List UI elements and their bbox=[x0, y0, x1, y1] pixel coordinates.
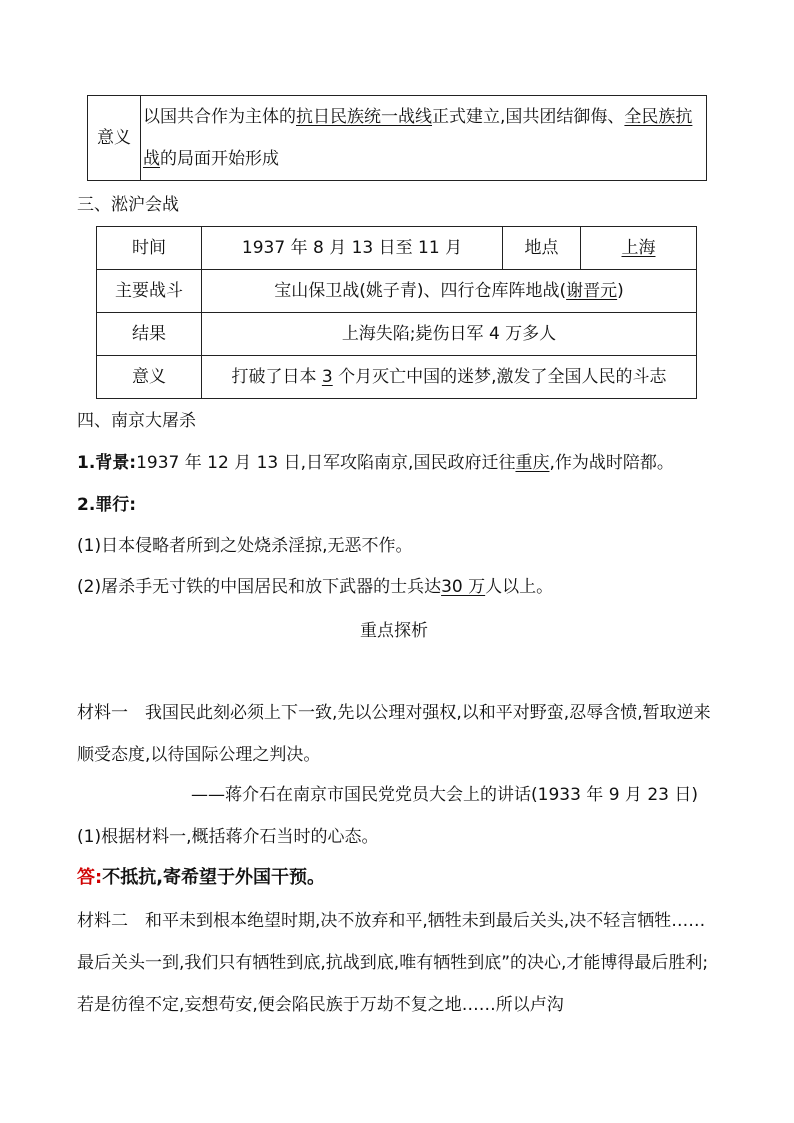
answer-label: 答: bbox=[77, 867, 103, 888]
material-1: 材料一 我国民此刻必须上下一致,先以公理对强权,以和平对野蛮,忍辱含愤,暂取逆来顺受态度,以待国际公理之判决。 bbox=[77, 703, 711, 765]
material-1-source: ——蒋介石在南京市国民党党员大会上的讲话(1933 年 9 月 23 日) bbox=[191, 785, 698, 805]
months-answer: 3 bbox=[321, 367, 333, 387]
crime-label: 2.罪行: bbox=[77, 495, 137, 515]
background-text-2: ,作为战时陪都。 bbox=[549, 453, 674, 473]
table-row bbox=[97, 356, 697, 399]
united-front-meaning-table bbox=[87, 95, 707, 181]
background-label: 1.背景: bbox=[77, 453, 137, 473]
songhu-battle-table bbox=[96, 226, 697, 399]
battle-answer: 谢晋元 bbox=[566, 281, 618, 301]
material-2: 材料二 和平未到根本绝望时期,决不放弃和平,牺牲未到最后关头,决不轻言牺牲……最后关头一到,我们只有牺牲到底,抗战到底,唯有牺牲到底”的决心,才能博得最后胜利;若是彷徨不定,妄想苟安,便会陷民族于万劫不复之地……所以卢沟 bbox=[77, 911, 709, 1015]
section-3-heading: 三、淞沪会战 bbox=[77, 195, 179, 215]
united-front-answer: 抗日民族统一战线 bbox=[296, 107, 432, 127]
time-value: 1937 年 8 月 13 日至 11 月 bbox=[202, 227, 503, 270]
meaning-label-2: 意义 bbox=[97, 356, 202, 399]
battle-text-1: 宝山保卫战(姚子青)、四行仓库阵地战( bbox=[274, 281, 567, 301]
result-label: 结果 bbox=[97, 313, 202, 356]
analysis-heading: 重点探析 bbox=[360, 621, 428, 641]
table-row bbox=[97, 270, 697, 313]
meaning-text-3: 的局面开始形成 bbox=[160, 149, 279, 169]
crime2-text-2: 人以上。 bbox=[485, 577, 554, 597]
chongqing-answer: 重庆 bbox=[515, 453, 550, 473]
time-label: 时间 bbox=[97, 227, 202, 270]
question-1: (1)根据材料一,概括蒋介石当时的心态。 bbox=[77, 827, 379, 847]
meaning-text-2: 正式建立,国共团结御侮、 bbox=[432, 107, 625, 127]
table-row bbox=[97, 313, 697, 356]
meaning2-text-1: 打破了日本 bbox=[231, 367, 317, 387]
meaning-label-cell bbox=[88, 96, 141, 181]
meaning2-text-2: 个月灭亡中国的迷梦,激发了全国人民的斗志 bbox=[338, 367, 667, 387]
crime-item-2 bbox=[77, 576, 553, 598]
full-resistance-answer: 全民族抗战 bbox=[143, 107, 693, 169]
crime-item-1: (1)日本侵略者所到之处烧杀淫掠,无恶不作。 bbox=[77, 536, 413, 556]
crime2-text-1: (2)屠杀手无寸铁的中国居民和放下武器的士兵达 bbox=[77, 577, 442, 597]
answer-line bbox=[77, 867, 325, 889]
battle-value-cell bbox=[202, 270, 697, 313]
meaning-label: 意义 bbox=[97, 128, 131, 148]
place-label: 地点 bbox=[503, 227, 581, 270]
battle-label: 主要战斗 bbox=[97, 270, 202, 313]
section-4-heading: 四、南京大屠杀 bbox=[77, 411, 196, 431]
result-value: 上海失陷;毙伤日军 4 万多人 bbox=[202, 313, 697, 356]
table-row bbox=[97, 227, 697, 270]
meaning-value-cell bbox=[202, 356, 697, 399]
background-line bbox=[77, 452, 674, 474]
meaning-content-cell bbox=[141, 96, 707, 181]
place-value-cell bbox=[581, 227, 697, 270]
victims-answer: 30 万 bbox=[441, 577, 486, 597]
background-text-1: 1937 年 12 月 13 日,日军攻陷南京,国民政府迁往 bbox=[136, 453, 516, 473]
place-value: 上海 bbox=[621, 238, 656, 258]
battle-text-2: ) bbox=[617, 281, 624, 301]
meaning-text-1: 以国共合作为主体的 bbox=[143, 107, 296, 127]
answer-text: 不抵抗,寄希望于外国干预。 bbox=[102, 867, 326, 888]
